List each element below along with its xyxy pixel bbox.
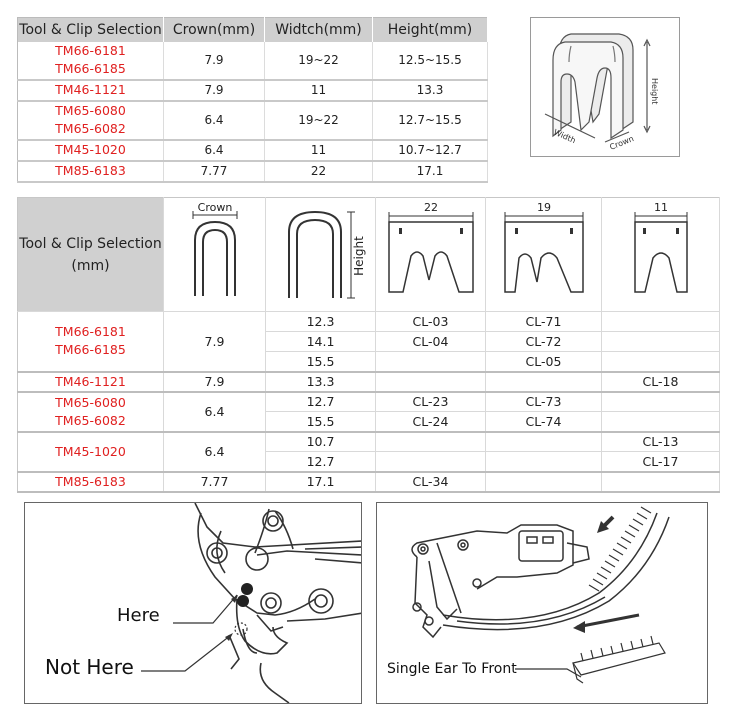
clip-19-cell: CL-74: [486, 412, 602, 432]
crown-fig-label: Crown: [197, 201, 232, 214]
clip-11-cell: [602, 352, 720, 372]
width-label-22: 22: [423, 201, 438, 214]
height-cell: 15.5: [266, 352, 376, 372]
height-cell: 13.3: [266, 372, 376, 392]
tool-clip-selection-table: [17, 17, 488, 183]
clip-11-cell: CL-17: [602, 452, 720, 472]
model-cell: TM65-6080 TM65-6082: [18, 101, 164, 140]
clip-11-cell: [602, 332, 720, 352]
crown-cell: 7.77: [164, 161, 265, 182]
clip-19-figure: [486, 198, 602, 312]
table-row: [18, 140, 488, 161]
clip-19-cell: CL-73: [486, 392, 602, 412]
height-cell: 10.7~12.7: [373, 140, 488, 161]
clip-19-cell: [486, 372, 602, 392]
table-row: [18, 392, 720, 412]
height-cell: 15.5: [266, 412, 376, 432]
width-cell: 19~22: [265, 42, 373, 80]
clip-22-cell: [376, 452, 486, 472]
height-cell: 12.3: [266, 312, 376, 332]
clip-22-cell: CL-04: [376, 332, 486, 352]
clip-11-cell: CL-13: [602, 432, 720, 452]
clip-11-cell: [602, 392, 720, 412]
header-crown: Crown(mm): [164, 18, 265, 42]
header-tool-clip: Tool & Clip Selection: [18, 18, 164, 42]
crown-staple-drawing: [165, 198, 265, 308]
clip-19-drawing: [487, 198, 601, 308]
table-row: [18, 42, 488, 80]
iso-crown-label: Crown: [608, 134, 636, 152]
correct-pin-marker: [241, 583, 253, 595]
model-cell: TM46-1121: [18, 80, 164, 101]
width-cell: 22: [265, 161, 373, 182]
clip-22-cell: CL-03: [376, 312, 486, 332]
height-cell: 12.7~15.5: [373, 101, 488, 140]
height-staple-drawing: [267, 198, 375, 308]
height-cell: 17.1: [266, 472, 376, 492]
iso-height-label: Height: [650, 78, 659, 105]
height-figure: [266, 198, 376, 312]
height-fig-label: Height: [351, 236, 366, 276]
clip-11-cell: [602, 312, 720, 332]
table-row: [18, 312, 720, 332]
clip-iso-drawing: [531, 18, 681, 158]
clip-19-cell: CL-71: [486, 312, 602, 332]
crown-cell: 6.4: [164, 392, 266, 432]
clip-22-drawing: [377, 198, 485, 308]
clip-22-cell: CL-24: [376, 412, 486, 432]
here-label: Here: [117, 605, 160, 626]
model-cell: TM66-6181 TM66-6185: [18, 312, 164, 372]
clip-22-cell: [376, 352, 486, 372]
model-cell: TM46-1121: [18, 372, 164, 392]
header-height: Height(mm): [373, 18, 488, 42]
height-cell: 17.1: [373, 161, 488, 182]
crown-cell: 7.9: [164, 312, 266, 372]
clip-22-cell: CL-23: [376, 392, 486, 412]
clip-22-figure: [376, 198, 486, 312]
crown-cell: 6.4: [164, 101, 265, 140]
height-cell: 13.3: [373, 80, 488, 101]
clip-19-cell: CL-72: [486, 332, 602, 352]
crown-cell: 6.4: [164, 140, 265, 161]
model-cell: TM66-6181 TM66-6185: [18, 42, 164, 80]
strip-direction-arrow: [577, 615, 639, 627]
here-leader: [173, 595, 237, 623]
iso-width-label: Width: [552, 127, 578, 146]
loose-clip-strip: [573, 636, 665, 683]
width-cell: 11: [265, 140, 373, 161]
model-cell: TM45-1020: [18, 432, 164, 472]
not-here-label: Not Here: [45, 655, 134, 679]
height-cell: 12.7: [266, 392, 376, 412]
clip-11-figure: [602, 198, 720, 312]
tool-jaw-illustration: [24, 502, 362, 704]
clip-11-drawing: [603, 198, 719, 308]
crown-cell: 7.77: [164, 472, 266, 492]
table-row: [18, 101, 488, 140]
table-row: [18, 161, 488, 182]
figure-header-row: [18, 198, 720, 312]
clip-19-cell: [486, 432, 602, 452]
table-row: [18, 432, 720, 452]
header-width: Widtch(mm): [265, 18, 373, 42]
model-cell: TM85-6183: [18, 161, 164, 182]
tool-clip-header: Tool & Clip Selection (mm): [18, 198, 164, 312]
crown-cell: 7.9: [164, 42, 265, 80]
clip-11-cell: CL-18: [602, 372, 720, 392]
height-cell: 14.1: [266, 332, 376, 352]
model-cell: TM65-6080 TM65-6082: [18, 392, 164, 432]
clip-iso-diagram: [530, 17, 680, 157]
width-cell: 19~22: [265, 101, 373, 140]
clip-22-cell: [376, 372, 486, 392]
crown-cell: 6.4: [164, 432, 266, 472]
table-row: [18, 372, 720, 392]
clip-19-cell: CL-05: [486, 352, 602, 372]
clip-selection-table: [17, 197, 720, 493]
model-cell: TM85-6183: [18, 472, 164, 492]
height-cell: 10.7: [266, 432, 376, 452]
crown-figure: [164, 198, 266, 312]
table-header-row: [18, 18, 488, 42]
clip-22-cell: [376, 432, 486, 452]
table-row: [18, 80, 488, 101]
clip-loading-illustration: [376, 502, 708, 704]
clip-22-cell: CL-34: [376, 472, 486, 492]
height-cell: 12.7: [266, 452, 376, 472]
width-cell: 11: [265, 80, 373, 101]
model-cell: TM45-1020: [18, 140, 164, 161]
table-row: [18, 472, 720, 492]
clip-11-cell: [602, 412, 720, 432]
width-label-19: 19: [536, 201, 551, 214]
crown-cell: 7.9: [164, 372, 266, 392]
clip-strip-loaded: [589, 507, 651, 591]
clip-11-cell: [602, 472, 720, 492]
single-ear-caption: Single Ear To Front: [387, 661, 517, 677]
clip-19-cell: [486, 452, 602, 472]
height-cell: 12.5~15.5: [373, 42, 488, 80]
width-label-11: 11: [653, 201, 668, 214]
clip-19-cell: [486, 472, 602, 492]
crown-cell: 7.9: [164, 80, 265, 101]
not-here-leader: [141, 635, 231, 671]
